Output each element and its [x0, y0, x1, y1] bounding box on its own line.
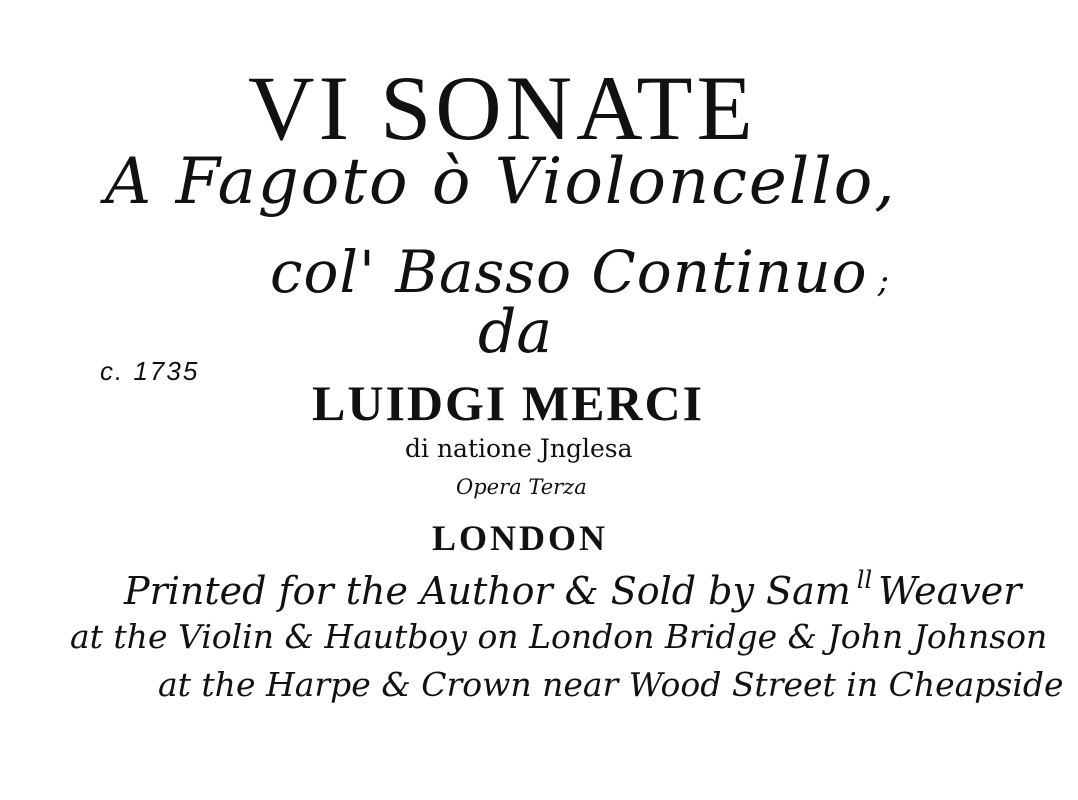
composer-nationality: di natione Jnglesa [405, 434, 633, 463]
imprint-line-2: at the Violin & Hautboy on London Bridge & John Johnson [70, 617, 1048, 656]
instrumentation-line: A Fagoto ò Violoncello, [105, 145, 897, 219]
continuo-text: col' Basso Continuo [270, 238, 868, 306]
imprint-line-1 [124, 566, 1022, 613]
imprint-superscript: ll [856, 566, 873, 594]
work-title: VI SONATE [248, 57, 757, 159]
publication-city: LONDON [432, 518, 609, 558]
imprint-line-1-text: Printed for the Author & Sold by Sam [124, 569, 851, 613]
handwritten-date-note: c. 1735 [100, 356, 200, 386]
by-word: da [478, 297, 553, 367]
imprint-line-3: at the Harpe & Crown near Wood Street in Cheapside [158, 665, 1064, 704]
continuo-line [270, 238, 891, 306]
imprint-line-1-name: Weaver [878, 569, 1022, 613]
composer-name: LUIDGI MERCI [312, 375, 705, 431]
continuo-semicolon: ; [877, 261, 891, 301]
opus-number: Opera Terza [456, 475, 587, 499]
